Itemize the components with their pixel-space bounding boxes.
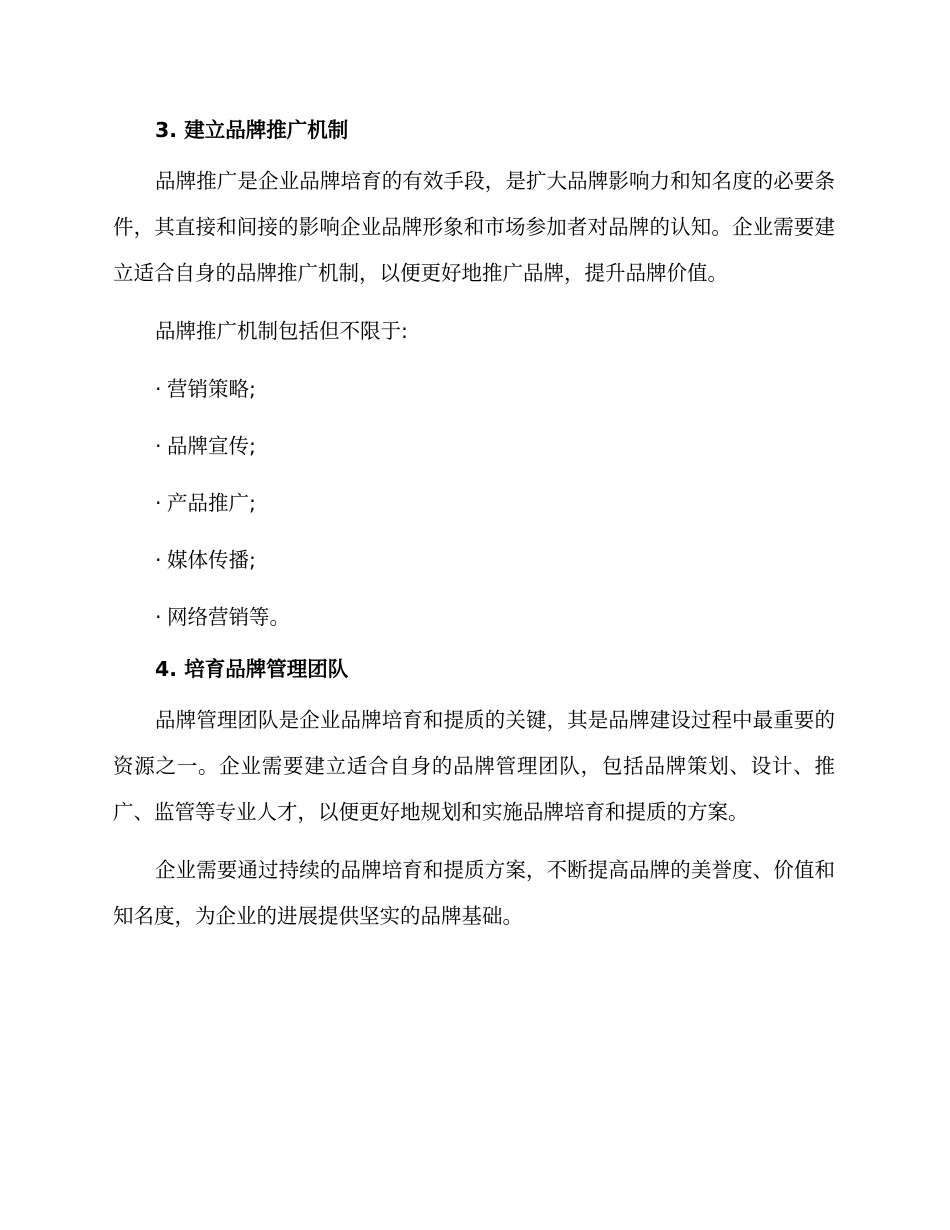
list-item bbox=[113, 423, 835, 469]
list-item bbox=[113, 366, 835, 412]
paragraph: 品牌推广机制包括但不限于: bbox=[155, 319, 408, 343]
bullet-marker: · bbox=[155, 434, 162, 458]
section-heading-3: 3. 建立品牌推广机制 bbox=[155, 118, 349, 142]
bullet-marker: · bbox=[155, 548, 162, 572]
bullet-marker: · bbox=[155, 605, 162, 629]
list-item-text: 网络营销等。 bbox=[167, 605, 290, 629]
section-heading-4: 4. 培育品牌管理团队 bbox=[155, 657, 349, 681]
paragraph: 品牌推广是企业品牌培育的有效手段，是扩大品牌影响力和知名度的必要条件，其直接和间接的影响企业品牌形象和市场参加者对品牌的认知。企业需要建立适合自身的品牌推广机制，以便更好地推广品牌，提升品牌价值。 bbox=[113, 169, 835, 285]
paragraph: 品牌管理团队是企业品牌培育和提质的关键，其是品牌建设过程中最重要的资源之一。企业需要建立适合自身的品牌管理团队，包括品牌策划、设计、推广、监管等专业人才，以便更好地规划和实施品牌培育和提质的方案。 bbox=[113, 708, 835, 824]
bullet-list bbox=[113, 366, 835, 640]
document-body bbox=[113, 112, 835, 951]
bullet-marker: · bbox=[155, 377, 162, 401]
paragraph: 企业需要通过持续的品牌培育和提质方案，不断提高品牌的美誉度、价值和知名度，为企业的进展提供坚实的品牌基础。 bbox=[113, 858, 835, 928]
list-item bbox=[113, 480, 835, 526]
list-item bbox=[113, 594, 835, 640]
list-item-text: 品牌宣传; bbox=[167, 434, 256, 458]
bullet-marker: · bbox=[155, 491, 162, 515]
list-item bbox=[113, 537, 835, 583]
list-item-text: 产品推广; bbox=[167, 491, 256, 515]
list-item-text: 媒体传播; bbox=[167, 548, 256, 572]
list-item-text: 营销策略; bbox=[167, 377, 256, 401]
